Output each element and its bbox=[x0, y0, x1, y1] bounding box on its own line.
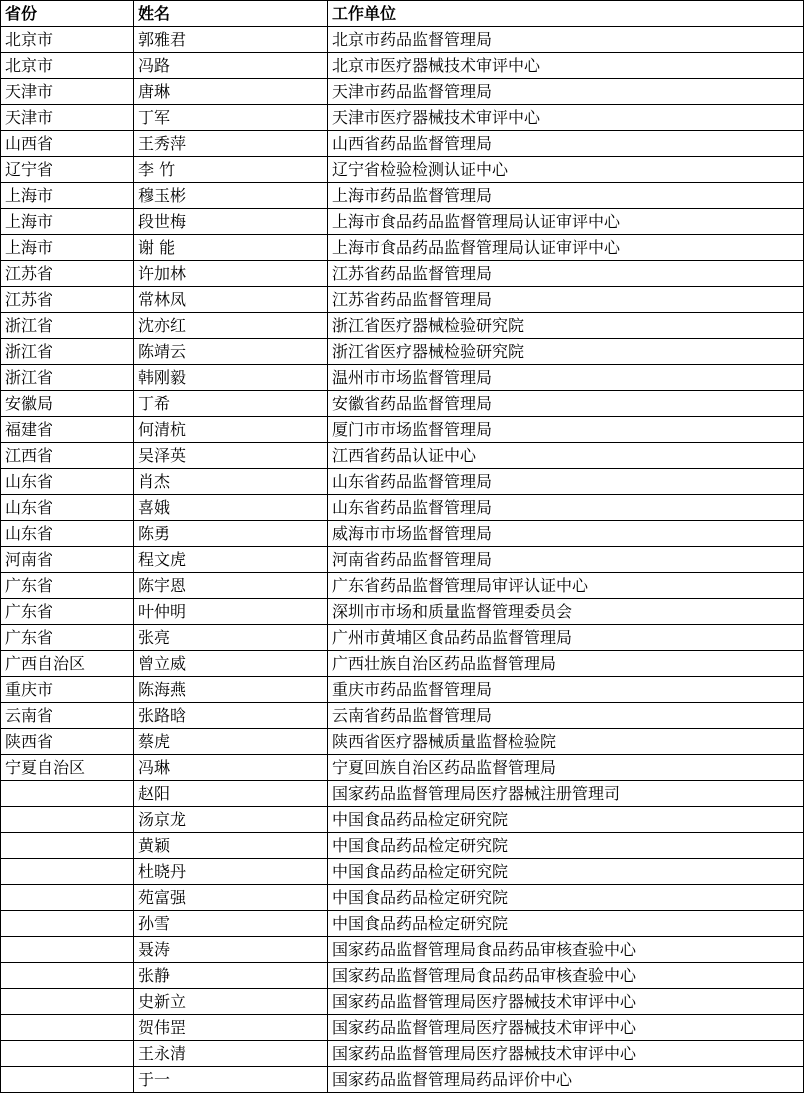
table-row bbox=[1, 729, 804, 755]
cell-province: 广东省 bbox=[1, 599, 134, 625]
cell-province bbox=[1, 807, 134, 833]
cell-workplace: 重庆市药品监督管理局 bbox=[328, 677, 804, 703]
cell-province: 浙江省 bbox=[1, 313, 134, 339]
table-row bbox=[1, 911, 804, 937]
table-row bbox=[1, 261, 804, 287]
cell-name: 杜晓丹 bbox=[134, 859, 328, 885]
table-row bbox=[1, 859, 804, 885]
table-row bbox=[1, 235, 804, 261]
cell-workplace: 江西省药品认证中心 bbox=[328, 443, 804, 469]
cell-province: 福建省 bbox=[1, 417, 134, 443]
cell-name: 孙雪 bbox=[134, 911, 328, 937]
table-row bbox=[1, 937, 804, 963]
cell-province: 山东省 bbox=[1, 521, 134, 547]
cell-workplace: 北京市药品监督管理局 bbox=[328, 27, 804, 53]
cell-province: 天津市 bbox=[1, 79, 134, 105]
cell-workplace: 中国食品药品检定研究院 bbox=[328, 807, 804, 833]
cell-province: 天津市 bbox=[1, 105, 134, 131]
cell-province: 上海市 bbox=[1, 183, 134, 209]
table-row bbox=[1, 755, 804, 781]
table-row bbox=[1, 1015, 804, 1041]
cell-province bbox=[1, 1015, 134, 1041]
table-row bbox=[1, 885, 804, 911]
cell-workplace: 江苏省药品监督管理局 bbox=[328, 261, 804, 287]
cell-province bbox=[1, 963, 134, 989]
cell-province: 宁夏自治区 bbox=[1, 755, 134, 781]
cell-province: 广西自治区 bbox=[1, 651, 134, 677]
cell-name: 段世梅 bbox=[134, 209, 328, 235]
header-row bbox=[1, 1, 804, 27]
cell-province: 安徽局 bbox=[1, 391, 134, 417]
table-row bbox=[1, 1041, 804, 1067]
table-row bbox=[1, 365, 804, 391]
cell-workplace: 深圳市市场和质量监督管理委员会 bbox=[328, 599, 804, 625]
table-row bbox=[1, 391, 804, 417]
cell-workplace: 浙江省医疗器械检验研究院 bbox=[328, 313, 804, 339]
header-workplace: 工作单位 bbox=[328, 1, 804, 27]
cell-name: 苑富强 bbox=[134, 885, 328, 911]
cell-name: 于一 bbox=[134, 1067, 328, 1093]
cell-workplace: 广州市黄埔区食品药品监督管理局 bbox=[328, 625, 804, 651]
cell-name: 王秀萍 bbox=[134, 131, 328, 157]
cell-workplace: 浙江省医疗器械检验研究院 bbox=[328, 339, 804, 365]
cell-name: 蔡虎 bbox=[134, 729, 328, 755]
table-body bbox=[1, 27, 804, 1093]
cell-workplace: 山东省药品监督管理局 bbox=[328, 495, 804, 521]
cell-workplace: 厦门市市场监督管理局 bbox=[328, 417, 804, 443]
cell-province: 广东省 bbox=[1, 573, 134, 599]
cell-name: 许加林 bbox=[134, 261, 328, 287]
cell-workplace: 宁夏回族自治区药品监督管理局 bbox=[328, 755, 804, 781]
table-row bbox=[1, 53, 804, 79]
cell-workplace: 云南省药品监督管理局 bbox=[328, 703, 804, 729]
cell-name: 陈海燕 bbox=[134, 677, 328, 703]
cell-province bbox=[1, 1067, 134, 1093]
cell-name: 冯琳 bbox=[134, 755, 328, 781]
cell-workplace: 山东省药品监督管理局 bbox=[328, 469, 804, 495]
table-row bbox=[1, 209, 804, 235]
cell-workplace: 广东省药品监督管理局审评认证中心 bbox=[328, 573, 804, 599]
cell-workplace: 中国食品药品检定研究院 bbox=[328, 833, 804, 859]
cell-name: 张静 bbox=[134, 963, 328, 989]
table-row bbox=[1, 1067, 804, 1093]
header-name: 姓名 bbox=[134, 1, 328, 27]
cell-name: 叶仲明 bbox=[134, 599, 328, 625]
cell-name: 喜娥 bbox=[134, 495, 328, 521]
table-row bbox=[1, 157, 804, 183]
table-row bbox=[1, 833, 804, 859]
cell-province bbox=[1, 833, 134, 859]
cell-name: 李 竹 bbox=[134, 157, 328, 183]
cell-workplace: 天津市医疗器械技术审评中心 bbox=[328, 105, 804, 131]
cell-workplace: 中国食品药品检定研究院 bbox=[328, 911, 804, 937]
cell-name: 程文虎 bbox=[134, 547, 328, 573]
cell-workplace: 天津市药品监督管理局 bbox=[328, 79, 804, 105]
table-row bbox=[1, 521, 804, 547]
cell-province: 山东省 bbox=[1, 495, 134, 521]
cell-province bbox=[1, 937, 134, 963]
cell-name: 黄颖 bbox=[134, 833, 328, 859]
table-row bbox=[1, 313, 804, 339]
cell-workplace: 国家药品监督管理局医疗器械注册管理司 bbox=[328, 781, 804, 807]
cell-workplace: 国家药品监督管理局药品评价中心 bbox=[328, 1067, 804, 1093]
cell-province: 重庆市 bbox=[1, 677, 134, 703]
cell-province: 辽宁省 bbox=[1, 157, 134, 183]
table-row bbox=[1, 963, 804, 989]
cell-name: 韩刚毅 bbox=[134, 365, 328, 391]
cell-province bbox=[1, 911, 134, 937]
cell-name: 曾立威 bbox=[134, 651, 328, 677]
cell-province: 山西省 bbox=[1, 131, 134, 157]
cell-province: 北京市 bbox=[1, 27, 134, 53]
cell-name: 贺伟罡 bbox=[134, 1015, 328, 1041]
cell-workplace: 上海市食品药品监督管理局认证审评中心 bbox=[328, 209, 804, 235]
cell-name: 张亮 bbox=[134, 625, 328, 651]
cell-province bbox=[1, 989, 134, 1015]
cell-name: 赵阳 bbox=[134, 781, 328, 807]
cell-name: 陈宇恩 bbox=[134, 573, 328, 599]
cell-province: 山东省 bbox=[1, 469, 134, 495]
table-row bbox=[1, 781, 804, 807]
table-row bbox=[1, 989, 804, 1015]
cell-province: 河南省 bbox=[1, 547, 134, 573]
table-row bbox=[1, 443, 804, 469]
header-province: 省份 bbox=[1, 1, 134, 27]
cell-name: 沈亦红 bbox=[134, 313, 328, 339]
cell-workplace: 北京市医疗器械技术审评中心 bbox=[328, 53, 804, 79]
table-row bbox=[1, 599, 804, 625]
cell-province bbox=[1, 885, 134, 911]
table-row bbox=[1, 677, 804, 703]
cell-province: 浙江省 bbox=[1, 339, 134, 365]
table-row bbox=[1, 131, 804, 157]
table-row bbox=[1, 105, 804, 131]
table-row bbox=[1, 27, 804, 53]
cell-name: 吴泽英 bbox=[134, 443, 328, 469]
cell-name: 王永清 bbox=[134, 1041, 328, 1067]
cell-province bbox=[1, 859, 134, 885]
cell-name: 冯路 bbox=[134, 53, 328, 79]
cell-workplace: 上海市食品药品监督管理局认证审评中心 bbox=[328, 235, 804, 261]
table-row bbox=[1, 573, 804, 599]
table-row bbox=[1, 703, 804, 729]
cell-workplace: 国家药品监督管理局食品药品审核查验中心 bbox=[328, 963, 804, 989]
cell-province: 云南省 bbox=[1, 703, 134, 729]
table-row bbox=[1, 339, 804, 365]
cell-name: 聂涛 bbox=[134, 937, 328, 963]
cell-workplace: 广西壮族自治区药品监督管理局 bbox=[328, 651, 804, 677]
table-row bbox=[1, 807, 804, 833]
cell-province bbox=[1, 1041, 134, 1067]
table-row bbox=[1, 625, 804, 651]
cell-workplace: 安徽省药品监督管理局 bbox=[328, 391, 804, 417]
table-row bbox=[1, 651, 804, 677]
cell-workplace: 温州市市场监督管理局 bbox=[328, 365, 804, 391]
cell-workplace: 国家药品监督管理局医疗器械技术审评中心 bbox=[328, 1015, 804, 1041]
cell-workplace: 江苏省药品监督管理局 bbox=[328, 287, 804, 313]
cell-workplace: 国家药品监督管理局医疗器械技术审评中心 bbox=[328, 1041, 804, 1067]
table-row bbox=[1, 469, 804, 495]
cell-province: 北京市 bbox=[1, 53, 134, 79]
table-row bbox=[1, 495, 804, 521]
cell-workplace: 上海市药品监督管理局 bbox=[328, 183, 804, 209]
cell-province: 江苏省 bbox=[1, 261, 134, 287]
cell-name: 丁军 bbox=[134, 105, 328, 131]
cell-name: 唐琳 bbox=[134, 79, 328, 105]
cell-name: 汤京龙 bbox=[134, 807, 328, 833]
cell-workplace: 中国食品药品检定研究院 bbox=[328, 885, 804, 911]
table-row bbox=[1, 183, 804, 209]
cell-province bbox=[1, 781, 134, 807]
cell-workplace: 山西省药品监督管理局 bbox=[328, 131, 804, 157]
cell-province: 上海市 bbox=[1, 235, 134, 261]
cell-workplace: 辽宁省检验检测认证中心 bbox=[328, 157, 804, 183]
cell-province: 浙江省 bbox=[1, 365, 134, 391]
table-row bbox=[1, 287, 804, 313]
cell-name: 穆玉彬 bbox=[134, 183, 328, 209]
cell-workplace: 中国食品药品检定研究院 bbox=[328, 859, 804, 885]
cell-name: 陈勇 bbox=[134, 521, 328, 547]
cell-province: 江西省 bbox=[1, 443, 134, 469]
cell-workplace: 国家药品监督管理局医疗器械技术审评中心 bbox=[328, 989, 804, 1015]
cell-workplace: 河南省药品监督管理局 bbox=[328, 547, 804, 573]
table-row bbox=[1, 547, 804, 573]
cell-province: 上海市 bbox=[1, 209, 134, 235]
cell-name: 张路晗 bbox=[134, 703, 328, 729]
cell-province: 江苏省 bbox=[1, 287, 134, 313]
cell-workplace: 威海市市场监督管理局 bbox=[328, 521, 804, 547]
cell-name: 丁希 bbox=[134, 391, 328, 417]
cell-workplace: 国家药品监督管理局食品药品审核查验中心 bbox=[328, 937, 804, 963]
cell-name: 谢 能 bbox=[134, 235, 328, 261]
cell-province: 陕西省 bbox=[1, 729, 134, 755]
cell-name: 常林凤 bbox=[134, 287, 328, 313]
cell-workplace: 陕西省医疗器械质量监督检验院 bbox=[328, 729, 804, 755]
cell-name: 肖杰 bbox=[134, 469, 328, 495]
table-row bbox=[1, 417, 804, 443]
cell-name: 何清杭 bbox=[134, 417, 328, 443]
table-row bbox=[1, 79, 804, 105]
cell-name: 史新立 bbox=[134, 989, 328, 1015]
cell-name: 陈靖云 bbox=[134, 339, 328, 365]
cell-province: 广东省 bbox=[1, 625, 134, 651]
cell-name: 郭雅君 bbox=[134, 27, 328, 53]
